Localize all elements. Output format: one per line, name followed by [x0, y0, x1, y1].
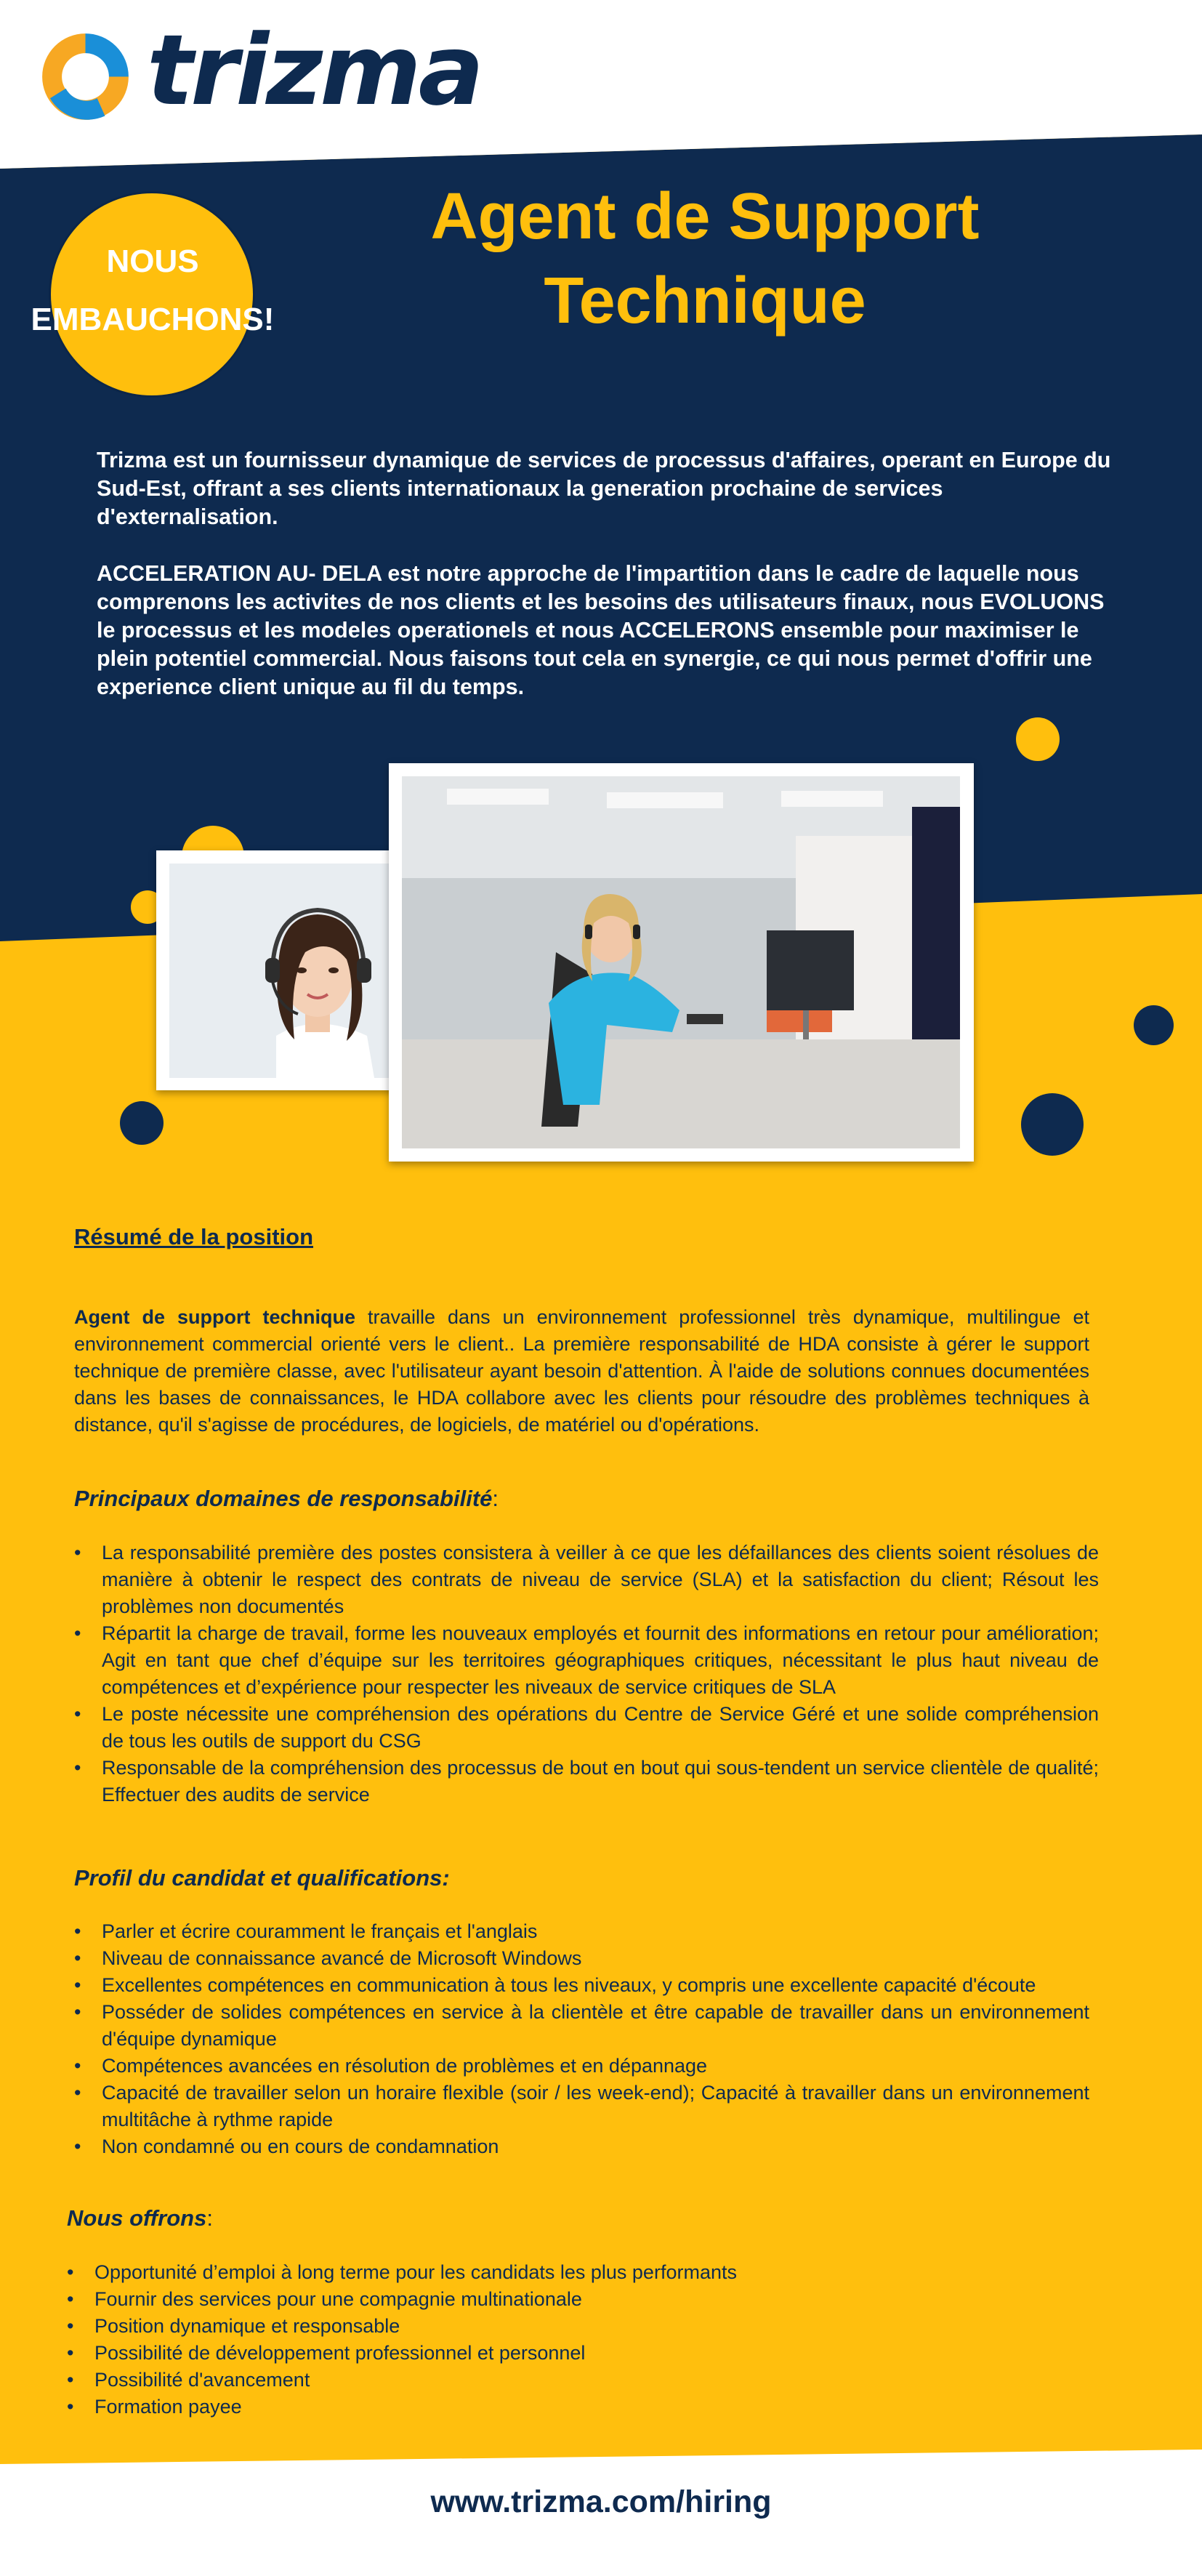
summary-text: [74, 1304, 1089, 1438]
list-item: • Opportunité d’emploi à long terme pour les candidats les plus performants: [67, 2259, 1012, 2286]
summary-heading: Résumé de la position: [74, 1224, 314, 1249]
company-intro: [97, 446, 1114, 730]
list-item: • Capacité de travailler selon un horaire flexible (soir / les week-end); Capacité à travailler dans un environnement multitâche à rythme rapide: [74, 2080, 1089, 2133]
offer-heading: [67, 2205, 213, 2231]
list-item: • Fournir des services pour une compagnie multinationale: [67, 2286, 1012, 2313]
hiring-url-link[interactable]: www.trizma.com/hiring: [430, 2484, 772, 2519]
job-title-line2: Technique: [544, 265, 866, 337]
list-item: • Excellentes compétences en communication à tous les niveaux, y compris une excellente capacité d'écoute: [74, 1972, 1089, 1999]
offer-heading-text: Nous offrons: [67, 2205, 207, 2231]
decorative-dot: [1134, 1005, 1174, 1045]
hiring-badge-text: [29, 233, 276, 349]
trizma-logo-wordmark: trizma: [147, 14, 482, 127]
list-item: • Compétences avancées en résolution de problèmes et en dépannage: [74, 2053, 1089, 2080]
decorative-dot: [1021, 1093, 1084, 1156]
list-item: • La responsabilité première des postes consistera à veiller à ce que les défaillances des clients soient résolues de manière à obtenir le respect des contrats de niveau de service (SLA) et la satisfaction du client; Résout les problèmes non documentés: [74, 1539, 1099, 1620]
hiring-badge-line2: EMBAUCHONS!: [31, 302, 275, 337]
trizma-logo-mark: [36, 28, 134, 129]
profile-list: [74, 1918, 1089, 2160]
list-item: • Responsable de la compréhension des processus de bout en bout qui sous-tendent un service clientèle de qualité; Effectuer des audits de service: [74, 1755, 1099, 1808]
list-item: • Niveau de connaissance avancé de Microsoft Windows: [74, 1945, 1089, 1972]
list-item: • Répartit la charge de travail, forme les nouveaux employés et fournit des informations en retour pour amélioration; Agit en tant que chef d’équipe sur les territoires géographiques critiques, nécessitant le plus haut niveau de compétences et d’expérience pour respecter les niveaux de service critiques de SLA: [74, 1620, 1099, 1701]
summary-body: travaille dans un environnement professionnel très dynamique, multilingue et environnement commercial orienté vers le client.. La première responsabilité de HDA consiste à gérer le support technique de première classe, avec l'utilisateur ayant besoin d'attention. À l'aide de solutions connues documentées dans les bases de connaissances, le HDA collabore avec les clients pour résoudre des problèmes techniques à distance, qu'il s'agisse de procédures, de logiciels, de matériel ou d'opérations.: [74, 1306, 1089, 1436]
intro-paragraph-1: Trizma est un fournisseur dynamique de services de processus d'affaires, operant en Europe du Sud-Est, offrant a ses clients internationaux la generation prochaine de services d'externalisation.: [97, 448, 1111, 529]
responsibilities-heading-colon: :: [492, 1486, 499, 1511]
responsibilities-heading-text: Principaux domaines de responsabilité: [74, 1486, 493, 1511]
hiring-badge-line1: NOUS: [106, 243, 199, 279]
list-item: • Posséder de solides compétences en service à la clientèle et être capable de travailler dans un environnement d'équipe dynamique: [74, 1999, 1089, 2053]
profile-heading: Profil du candidat et qualifications:: [74, 1865, 450, 1891]
photo-agent-headset: [156, 850, 418, 1090]
list-item: • Position dynamique et responsable: [67, 2313, 1012, 2340]
job-title: [378, 174, 1032, 343]
list-item: • Non condamné ou en cours de condamnation: [74, 2133, 1089, 2160]
list-item: • Parler et écrire couramment le français et l'anglais: [74, 1918, 1089, 1945]
list-item: • Le poste nécessite une compréhension des opérations du Centre de Service Géré et une solide compréhension de tous les outils de support du CSG: [74, 1701, 1099, 1755]
list-item: • Possibilité de développement professionnel et personnel: [67, 2340, 1012, 2367]
intro-paragraph-2: ACCELERATION AU- DELA est notre approche de l'impartition dans le cadre de laquelle nous comprenons les activites de nos clients et les besoins des utilisateurs finaux, nous EVOLUONS le processus et les modeles operationels et nous ACCELERONS ensemble pour maximiser le plein potentiel commercial. Nous faisons tout cela en synergie, ce qui nous permet d'offrir une experience client unique au fil du temps.: [97, 561, 1105, 699]
responsibilities-heading: [74, 1486, 499, 1512]
decorative-dot: [120, 1101, 164, 1145]
list-item: • Formation payee: [67, 2394, 1012, 2420]
responsibilities-list: [74, 1539, 1099, 1808]
offer-list: [67, 2259, 1012, 2420]
summary-lead: Agent de support technique: [74, 1306, 355, 1328]
list-item: • Possibilité d'avancement: [67, 2367, 1012, 2394]
job-title-line1: Agent de Support: [430, 180, 980, 253]
offer-heading-colon: :: [206, 2205, 213, 2231]
decorative-dot: [1016, 717, 1060, 761]
photo-office-agent: [389, 763, 974, 1162]
